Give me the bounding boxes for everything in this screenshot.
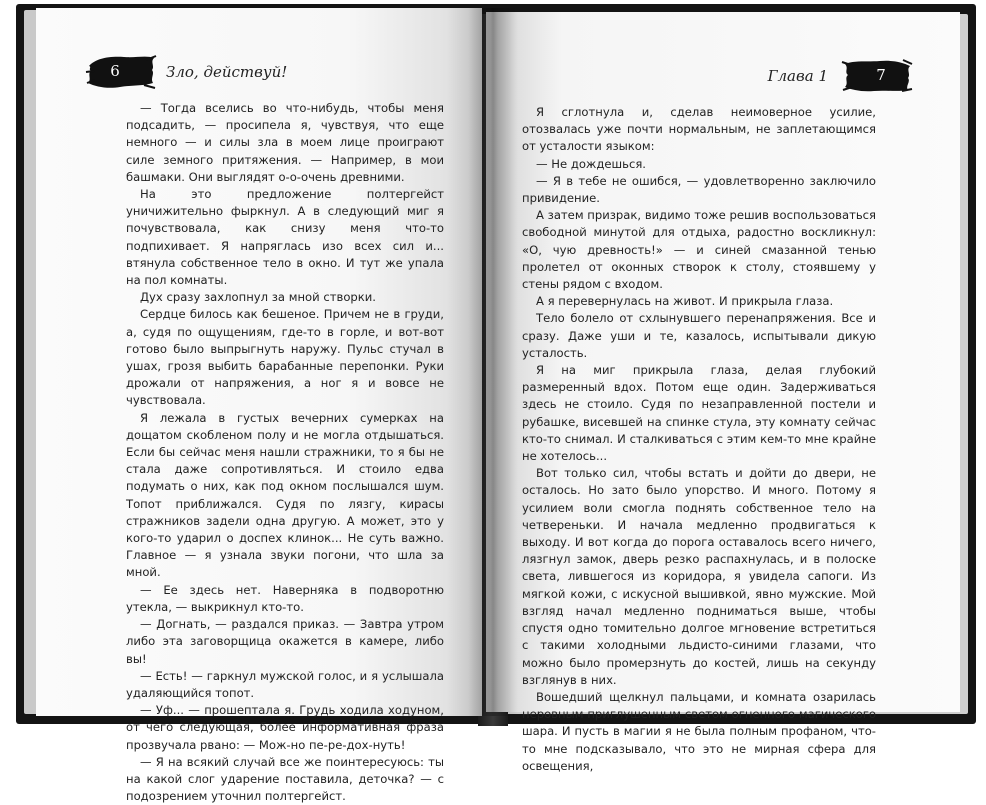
paragraph: — Я в тебе не ошибся, — удовлетворенно заключило привидение. bbox=[522, 173, 876, 206]
running-title: Зло, действуй! bbox=[166, 63, 288, 81]
paragraph: Вошедший щелкнул пальцами, и комната озарилась неровным приглушенным светом огненного магического шара. И пусть в магии я не была полным профаном, что-то мне подсказывало, что это не мирная сфера для освещения, bbox=[522, 689, 876, 773]
page-number: 6 bbox=[110, 62, 120, 80]
paragraph: — Ее здесь нет. Наверняка в подворотню утекла, — выкрикнул кто-то. bbox=[126, 582, 444, 614]
paragraph: Я сглотнула и, сделав неимоверное усилие, отозвалась уже почти нормальным, не заплетающимся от усталости языком: bbox=[522, 105, 876, 154]
paragraph: Вот только сил, чтобы встать и дойти до двери, не осталось. Но зато было упорство. И много. Потому я усилием воли смогла поднять собственное тело на четвереньки. И начала медленно продвигаться к выходу. И вот когда до порога оставалось всего ничего, лязгнул замок, дверь резко распахнулась, и в полоске света, лившегося из коридора, я увидела сапоги. Из мягкой кожи, с искусной вышивкой, явно мужские. Мой взгляд начал медленно подниматься выше, чтобы спустя одно томительно долгое мгновение встретиться с такими холодными льдисто-синими глазами, что можно было промерзнуть до костей, лишь на секунду взглянув в них. bbox=[522, 466, 876, 687]
running-title: Глава 1 bbox=[767, 67, 828, 85]
left-page bbox=[36, 8, 482, 804]
page-number: 7 bbox=[876, 66, 886, 84]
paragraph: Дух сразу захлопнул за мной створки. bbox=[140, 290, 376, 305]
paragraph: На это предложение полтергейст уничижительно фыркнул. А в следующий миг я почувствовала, как снизу меня что-то подпихивает. Я напряглась изо всех сил и... втянула собственное тело в окно. И тут же упала на пол комнаты. bbox=[126, 187, 444, 288]
right-page-text bbox=[522, 104, 876, 775]
right-page bbox=[486, 12, 960, 773]
paragraph: — Тогда вселись во что-нибудь, чтобы меня подсадить, — просипела я, чувствуя, что еще немного — и силы зла в моем лице проиграют силе земного притяжения. — Например, в мои башмаки. Они выглядят о-о-очень древними. bbox=[126, 101, 444, 184]
paragraph: — Уф... — прошептала я. Грудь ходила ходуном, от чего следующая, более информативная фраза прозвучала рвано: — Мож-но пе-ре-дох-нуть! bbox=[126, 703, 444, 752]
right-page-header bbox=[712, 56, 912, 96]
left-page-header bbox=[86, 52, 286, 92]
paragraph: Тело болело от схлынувшего перенапряжения. Все и сразу. Даже уши и те, казалось, испытывали дикую усталость. bbox=[522, 311, 876, 360]
paragraph: Сердце билось как бешеное. Причем не в груди, а, судя по ощущениям, где-то в горле, и вот-вот готово было выпрыгнуть наружу. Пульс стучал в ушах, грозя выбить барабанные перепонки. Руки дрожали от напряжения, а ног я и вовсе не чувствовала. bbox=[126, 307, 444, 408]
paragraph: — Не дождешься. bbox=[536, 156, 646, 171]
paragraph: — Я на всякий случай все же поинтересуюсь: ты на какой слог ударение поставила, деточка? — с подозрением уточнил полтергейст. bbox=[126, 754, 444, 804]
left-page-text bbox=[126, 100, 444, 805]
paragraph: Я лежала в густых вечерних сумерках на дощатом скобленом полу и не могла отдышаться. Если бы сейчас меня нашли стражники, то я бы не стала даже сопротивляться. И стоило едва подумать о них, как под окном послышался шум. Топот приближался. Судя по лязгу, кирасы стражников задели одна другую. А может, это у кого-то ударил о доспех клинок... Не суть важно. Главное — я узнала звуки погони, что шла за мной. bbox=[126, 410, 444, 580]
paragraph: — Есть! — гаркнул мужской голос, и я услышала удаляющийся топот. bbox=[126, 668, 444, 700]
paragraph: Я на миг прикрыла глаза, делая глубокий размеренный вдох. Потом еще один. Задерживаться здесь не стоило. Судя по незаправленной постели и рубашке, висевшей на спинке стула, эту комнату сейчас кто-то снимал. И сталкиваться с этим кем-то мне крайне не хотелось... bbox=[522, 363, 876, 464]
paragraph: — Догнать, — раздался приказ. — Завтра утром либо эта заговорщица окажется в камере, либо вы! bbox=[126, 617, 444, 666]
paragraph: А я перевернулась на живот. И прикрыла глаза. bbox=[536, 294, 834, 309]
paragraph: А затем призрак, видимо тоже решив воспользоваться свободной минутой для отдыха, радостно воскликнул: «О, чую древность!» — и синей смазанной тенью пролетел от оконных створок к столу, стоявшему у стены рядом с входом. bbox=[522, 208, 876, 292]
